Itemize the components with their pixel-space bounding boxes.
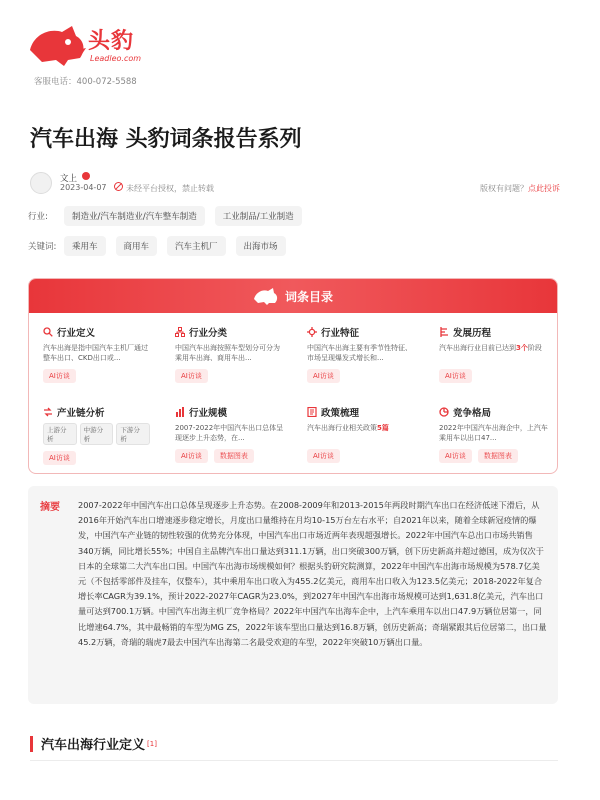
report-link[interactable]: 点此投诉 bbox=[528, 184, 560, 193]
section-accent-bar bbox=[30, 736, 33, 752]
catalog-item-desc bbox=[439, 343, 549, 363]
gear-icon bbox=[307, 327, 317, 337]
ai-chip[interactable]: AI访谈 bbox=[175, 449, 208, 463]
catalog-item-scale[interactable] bbox=[175, 405, 285, 463]
industry-tag[interactable]: 工业制品/工业制造 bbox=[215, 206, 302, 226]
industry-tag[interactable]: 制造业/汽车制造业/汽车整车制造 bbox=[64, 206, 205, 226]
divider bbox=[30, 760, 558, 761]
report-question: 版权有问题？ bbox=[480, 184, 528, 193]
copyright-report bbox=[480, 183, 560, 194]
catalog-item-desc: 2007-2022年中国汽车出口总体呈现逐步上升态势，在... bbox=[175, 424, 284, 442]
keyword-row bbox=[28, 236, 296, 256]
search-icon bbox=[43, 327, 53, 337]
downstream-chip[interactable]: 下游分析 bbox=[116, 423, 150, 445]
ai-chip[interactable]: AI访谈 bbox=[175, 369, 208, 383]
desc-highlight: 5篇 bbox=[377, 424, 389, 432]
abstract-label: 摘要 bbox=[40, 502, 60, 513]
keyword-tag[interactable]: 出海市场 bbox=[236, 236, 286, 256]
catalog-item-classification[interactable] bbox=[175, 325, 285, 383]
catalog-item-desc: 汽车出海是指中国汽车主机厂通过整车出口、CKD出口或... bbox=[43, 344, 148, 362]
desc-text: 汽车出海行业目前已达到 bbox=[439, 344, 516, 352]
industry-row bbox=[28, 206, 312, 226]
publish-date: 2023-04-07 bbox=[60, 183, 107, 192]
ai-chip[interactable]: AI访谈 bbox=[307, 449, 340, 463]
catalog-item-desc: 2022年中国汽车出海企中，上汽车乘用车以出口47... bbox=[439, 424, 548, 442]
upstream-chip[interactable]: 上游分析 bbox=[43, 423, 77, 445]
desc-highlight: 3个 bbox=[516, 344, 528, 352]
catalog-item-competition[interactable] bbox=[439, 405, 549, 463]
copyright-notice: 未经平台授权，禁止转载 bbox=[126, 184, 214, 193]
catalog-item-title: 行业分类 bbox=[189, 328, 228, 339]
forbidden-icon bbox=[114, 182, 123, 191]
data-chart-chip[interactable]: 数据图表 bbox=[478, 449, 518, 463]
brand-domain: Leadleo.com bbox=[90, 54, 142, 63]
abstract-box bbox=[28, 486, 558, 704]
chain-icon bbox=[43, 407, 53, 417]
timeline-icon bbox=[439, 327, 449, 337]
desc-text: 汽车出海行业相关政策 bbox=[307, 424, 377, 432]
page-title: 汽车出海 头豹词条报告系列 bbox=[30, 127, 302, 152]
ai-chip[interactable]: AI访谈 bbox=[43, 369, 76, 383]
catalog-item-title: 政策梳理 bbox=[321, 408, 360, 419]
bar-chart-icon bbox=[175, 407, 185, 417]
catalog-item-features[interactable] bbox=[307, 325, 417, 383]
pie-icon bbox=[439, 407, 449, 417]
ai-chip[interactable]: AI访谈 bbox=[439, 449, 472, 463]
keyword-tag[interactable]: 乘用车 bbox=[64, 236, 106, 256]
section-heading bbox=[30, 734, 157, 753]
catalog-item-title: 竞争格局 bbox=[453, 408, 492, 419]
catalog-item-title: 发展历程 bbox=[453, 328, 492, 339]
data-chart-chip[interactable]: 数据图表 bbox=[214, 449, 254, 463]
industry-label: 行业: bbox=[28, 212, 48, 222]
catalog-item-history[interactable] bbox=[439, 325, 549, 383]
policy-icon bbox=[307, 407, 317, 417]
service-phone: 客服电话：400-072-5588 bbox=[34, 77, 137, 87]
abstract-text: 2007-2022年中国汽车出口总体呈现逐步上升态势。在2008-2009年和2013-2015年两段时期汽车出口在经济低迷下滑后，从2016年开始汽车出口增速逐步稳定增长，月度出口量维持在月均10-15万台左右水平；自2021年以来，随着全球新冠疫情的爆发，中国汽车产业链的韧性较强的优势充分体现，中国汽车出口市场近两年表现超强增长。2022年中国汽车总出口市场共销售340万辆，同比增长55%；中国自主品牌汽车出口量达到311.1万辆，出口突破300万辆，创下历史新高并超过德国，成为仅次于日本的全球第二大汽车出口国。中国汽车出海市场规模如何？根据头豹研究院测算，2022年中国汽车出海市场规模为578.7亿美元（不包括零部件及挂车，仅整车），其中乘用车出口收入为455.2亿美元，商用车出口收入为123.5亿美元；2018-2022年复合增长率CAGR为39.1%，预计2022-2027年CAGR为23.0%，到2027年中国汽车出海市场规模可达到1,631.8亿美元，汽车出口量可达到700.1万辆。中国汽车出海主机厂竞争格局？2022年中国汽车出海车企中，上汽车乘用车以出口47.9万辆位居第一，同比增速64.7%，其中最畅销的车型为MG ZS，2022年该车型出口量达到16.8万辆，创历史新高；奇瑞紧跟其后位居第二，出口量45.2万辆，奇瑞的瑞虎7最去中国汽车出海第二名最受欢迎的车型，2022年突破10万辆出口量。 bbox=[78, 500, 547, 647]
section-title: 汽车出海行业定义 bbox=[41, 738, 146, 753]
keyword-label: 关键词: bbox=[28, 242, 57, 252]
author-name[interactable]: 文上 bbox=[60, 174, 78, 184]
keyword-tag[interactable]: 商用车 bbox=[116, 236, 158, 256]
catalog-item-policy[interactable] bbox=[307, 405, 417, 463]
org-icon bbox=[175, 327, 185, 337]
ai-chip[interactable]: AI访谈 bbox=[307, 369, 340, 383]
keyword-tag[interactable]: 汽车主机厂 bbox=[167, 236, 226, 256]
catalog-item-definition[interactable] bbox=[43, 325, 153, 383]
midstream-chip[interactable]: 中游分析 bbox=[80, 423, 114, 445]
catalog-title: 词条目录 bbox=[284, 289, 333, 304]
catalog-item-title: 行业定义 bbox=[57, 328, 96, 339]
desc-text: 阶段 bbox=[527, 344, 542, 352]
catalog-item-chain[interactable] bbox=[43, 405, 153, 465]
catalog-item-title: 行业规模 bbox=[189, 408, 228, 419]
catalog-item-title: 产业链分析 bbox=[57, 408, 105, 419]
catalog-item-desc: 中国汽车出海按照车型划分可分为乘用车出海、商用车出... bbox=[175, 344, 280, 362]
avatar[interactable] bbox=[30, 172, 52, 194]
catalog-panel bbox=[28, 278, 558, 474]
reference-link[interactable]: [1] bbox=[147, 739, 157, 748]
catalog-item-title: 行业特征 bbox=[321, 328, 360, 339]
author-badge-icon bbox=[82, 172, 90, 180]
leopard-icon bbox=[253, 287, 279, 305]
catalog-item-desc: 中国汽车出海主要有季节性特征、市场呈现爆发式增长和... bbox=[307, 344, 412, 362]
catalog-header bbox=[29, 279, 557, 313]
ai-chip[interactable]: AI访谈 bbox=[43, 451, 76, 465]
catalog-item-desc bbox=[307, 423, 417, 443]
brand-name: 头豹 bbox=[88, 29, 135, 54]
ai-chip[interactable]: AI访谈 bbox=[439, 369, 472, 383]
